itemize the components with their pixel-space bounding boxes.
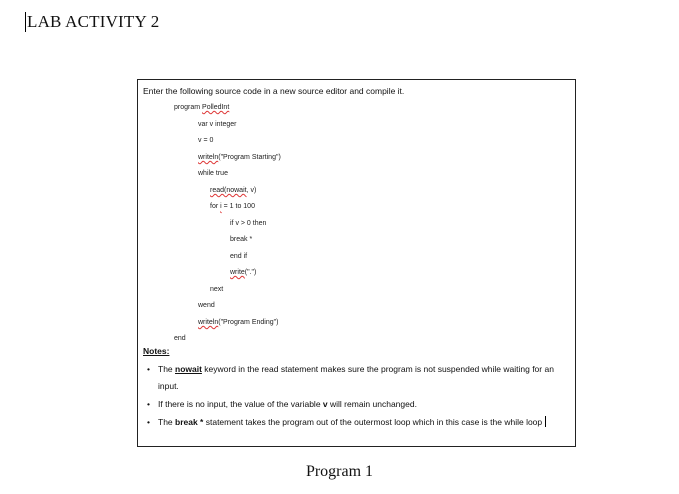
- page-heading: LAB ACTIVITY 2: [27, 12, 160, 31]
- notes-title: Notes:: [143, 346, 170, 356]
- code-line-read: [210, 187, 256, 194]
- for-keyword: for: [210, 203, 219, 210]
- write-call: write: [230, 269, 245, 276]
- read-args: , v): [246, 187, 257, 194]
- for-range: = 1 to 100: [221, 203, 255, 210]
- note-item: [143, 396, 568, 413]
- note-item: [143, 414, 568, 431]
- code-line-wend: wend: [198, 302, 215, 309]
- activity-box: [137, 79, 576, 447]
- writeln-arg: ("Program Starting"): [218, 154, 281, 161]
- note-item: [143, 361, 568, 395]
- bullet: •: [147, 399, 150, 409]
- note-text: [143, 414, 568, 431]
- note-text-part: statement takes the program out of the outermost loop which in this case is the while loop: [203, 417, 543, 427]
- text-cursor: [545, 416, 546, 427]
- code-line-while: while true: [198, 170, 228, 177]
- code-line-write: [230, 269, 256, 276]
- code-line-end: end: [174, 335, 186, 342]
- note-text-part: keyword in the read statement makes sure the program is not suspended while waiting for an input.: [158, 364, 554, 391]
- write-arg: ("."): [244, 269, 257, 276]
- code-line-writeln-start: [198, 154, 281, 161]
- program-name: PolledInt: [202, 104, 230, 111]
- note-keyword: break *: [175, 417, 204, 427]
- bullet: •: [147, 417, 150, 427]
- note-keyword: nowait: [175, 364, 202, 374]
- note-text: [143, 361, 568, 395]
- bullet: •: [147, 364, 150, 374]
- code-line-writeln-end: [198, 319, 278, 326]
- text-cursor: [25, 12, 26, 32]
- code-line-program: [174, 104, 229, 111]
- writeln-call: writeln: [198, 154, 219, 161]
- note-text-part: The: [158, 364, 176, 374]
- code-line-endif: end if: [230, 253, 248, 260]
- note-text-part: The: [158, 417, 176, 427]
- figure-caption: Program 1: [305, 463, 374, 480]
- code-line-for: [210, 203, 255, 210]
- writeln-arg: ("Program Ending"): [218, 319, 279, 326]
- code-line-break: break *: [230, 236, 253, 243]
- code-keyword: program: [174, 104, 201, 111]
- code-line-if: if v > 0 then: [230, 220, 267, 227]
- writeln-call: writeln: [198, 319, 219, 326]
- code-line-next: next: [210, 286, 224, 293]
- code-line-var: var v integer: [198, 121, 237, 128]
- note-text-part: will remain unchanged.: [327, 399, 417, 409]
- note-text-part: If there is no input, the value of the variable: [158, 399, 323, 409]
- note-keyword: v: [322, 399, 328, 409]
- instruction-text: Enter the following source code in a new source editor and compile it.: [143, 86, 405, 96]
- for-variable: i: [220, 203, 222, 210]
- read-call: read(nowait: [210, 187, 247, 194]
- note-text: [143, 396, 568, 413]
- code-line-assign: v = 0: [198, 137, 214, 144]
